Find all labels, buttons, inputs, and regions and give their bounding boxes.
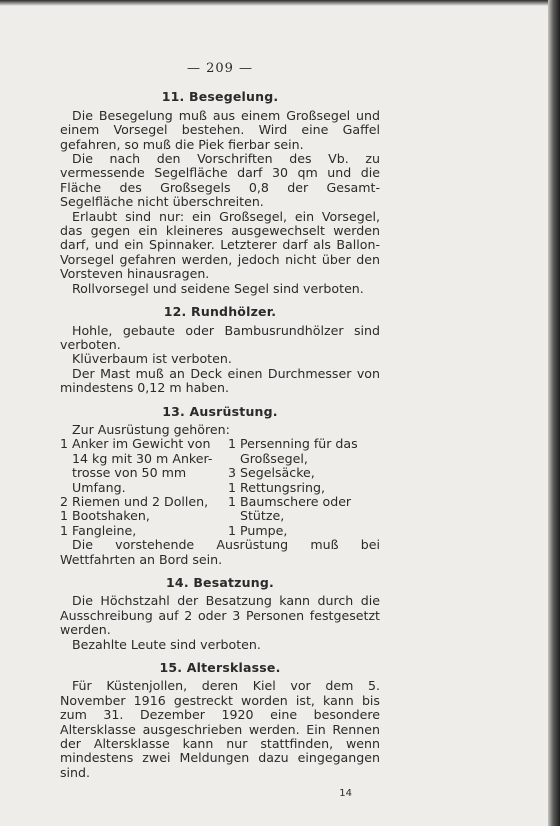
list-item: 1 Baumschere oder — [228, 493, 352, 509]
book-spine-edge — [548, 0, 560, 826]
paragraph: Die Besegelung muß aus einem Großsegel und einem Vorsegel bestehen. Wird eine Gaffel gefahren, so muß die Piek fierbar sein. — [60, 107, 380, 152]
paragraph: Rollvorsegel und seidene Segel sind verboten. — [72, 280, 364, 296]
section-heading-besegelung: 11. Besegelung. — [161, 89, 279, 105]
paragraph: Bezahlte Leute sind verboten. — [72, 636, 261, 652]
section-heading-ausruestung: 13. Ausrüstung. — [162, 403, 278, 419]
list-item: Großsegel, — [240, 450, 308, 466]
list-item: 1 Anker im Gewicht von — [60, 436, 211, 452]
page-content — [60, 62, 380, 802]
list-item: Stütze, — [240, 508, 285, 524]
list-item: 14 kg mit 30 m Anker- — [72, 450, 213, 466]
paragraph: Der Mast muß an Deck einen Durchmesser von mindestens 0,12 m haben. — [60, 365, 380, 396]
paragraph: Die nach den Vorschriften des Vb. zu vermessende Segelfläche darf 30 qm und die Fläche des Großsegels 0,8 der Gesamt-Segelfläche nicht überschreiten. — [60, 151, 380, 210]
list-item: 1 Persenning für das — [228, 436, 358, 452]
list-item: 1 Rettungsring, — [228, 479, 325, 495]
section-heading-altersklasse: 15. Altersklasse. — [159, 660, 281, 676]
section-heading-rundhoelzer: 12. Rundhölzer. — [163, 304, 277, 320]
list-item: 2 Riemen und 2 Dollen, — [60, 493, 209, 509]
paragraph: Für Küstenjollen, deren Kiel vor dem 5. November 1916 gestreckt worden ist, kann bis zum 31. Dezember 1920 eine besondere Altersklasse ausgeschrieben werden. Ein Rennen der Altersklasse kann nur stattfinden, wenn mindestens zwei Meldungen dazu eingegangen sind. — [60, 678, 380, 780]
list-item: 1 Pumpe, — [228, 522, 288, 538]
paragraph: Klüverbaum ist verboten. — [72, 351, 232, 367]
paragraph: Die Höchstzahl der Besatzung kann durch die Ausschreibung auf 2 oder 3 Personen festgesetzt werden. — [60, 593, 380, 638]
scan-top-edge — [0, 0, 560, 6]
paragraph: Hohle, gebaute oder Bambusrundhölzer sind verboten. — [60, 322, 380, 352]
section-heading-besatzung: 14. Besatzung. — [166, 575, 274, 590]
list-item: trosse von 50 mm — [72, 465, 187, 481]
list-item: 1 Fangleine, — [60, 522, 137, 538]
page-number: — 209 — — [186, 61, 254, 76]
paragraph: Die vorstehende Ausrüstung muß bei Wettfahrten an Bord sein. — [60, 537, 380, 567]
signature-mark: 14 — [339, 788, 352, 800]
equipment-list — [60, 437, 380, 538]
list-item: Umfang. — [72, 479, 126, 495]
paragraph: Erlaubt sind nur: ein Großsegel, ein Vorsegel, das gegen ein kleineres ausgewechselt werden darf, und ein Spinnaker. Letzterer darf als Ballon-Vorsegel gefahren werden, jedoch nicht über den Vorsteven hinausragen. — [60, 208, 380, 282]
list-intro: Zur Ausrüstung gehören: — [72, 421, 230, 437]
list-item: 1 Bootshaken, — [60, 508, 150, 524]
list-item: 3 Segelsäcke, — [228, 465, 315, 481]
